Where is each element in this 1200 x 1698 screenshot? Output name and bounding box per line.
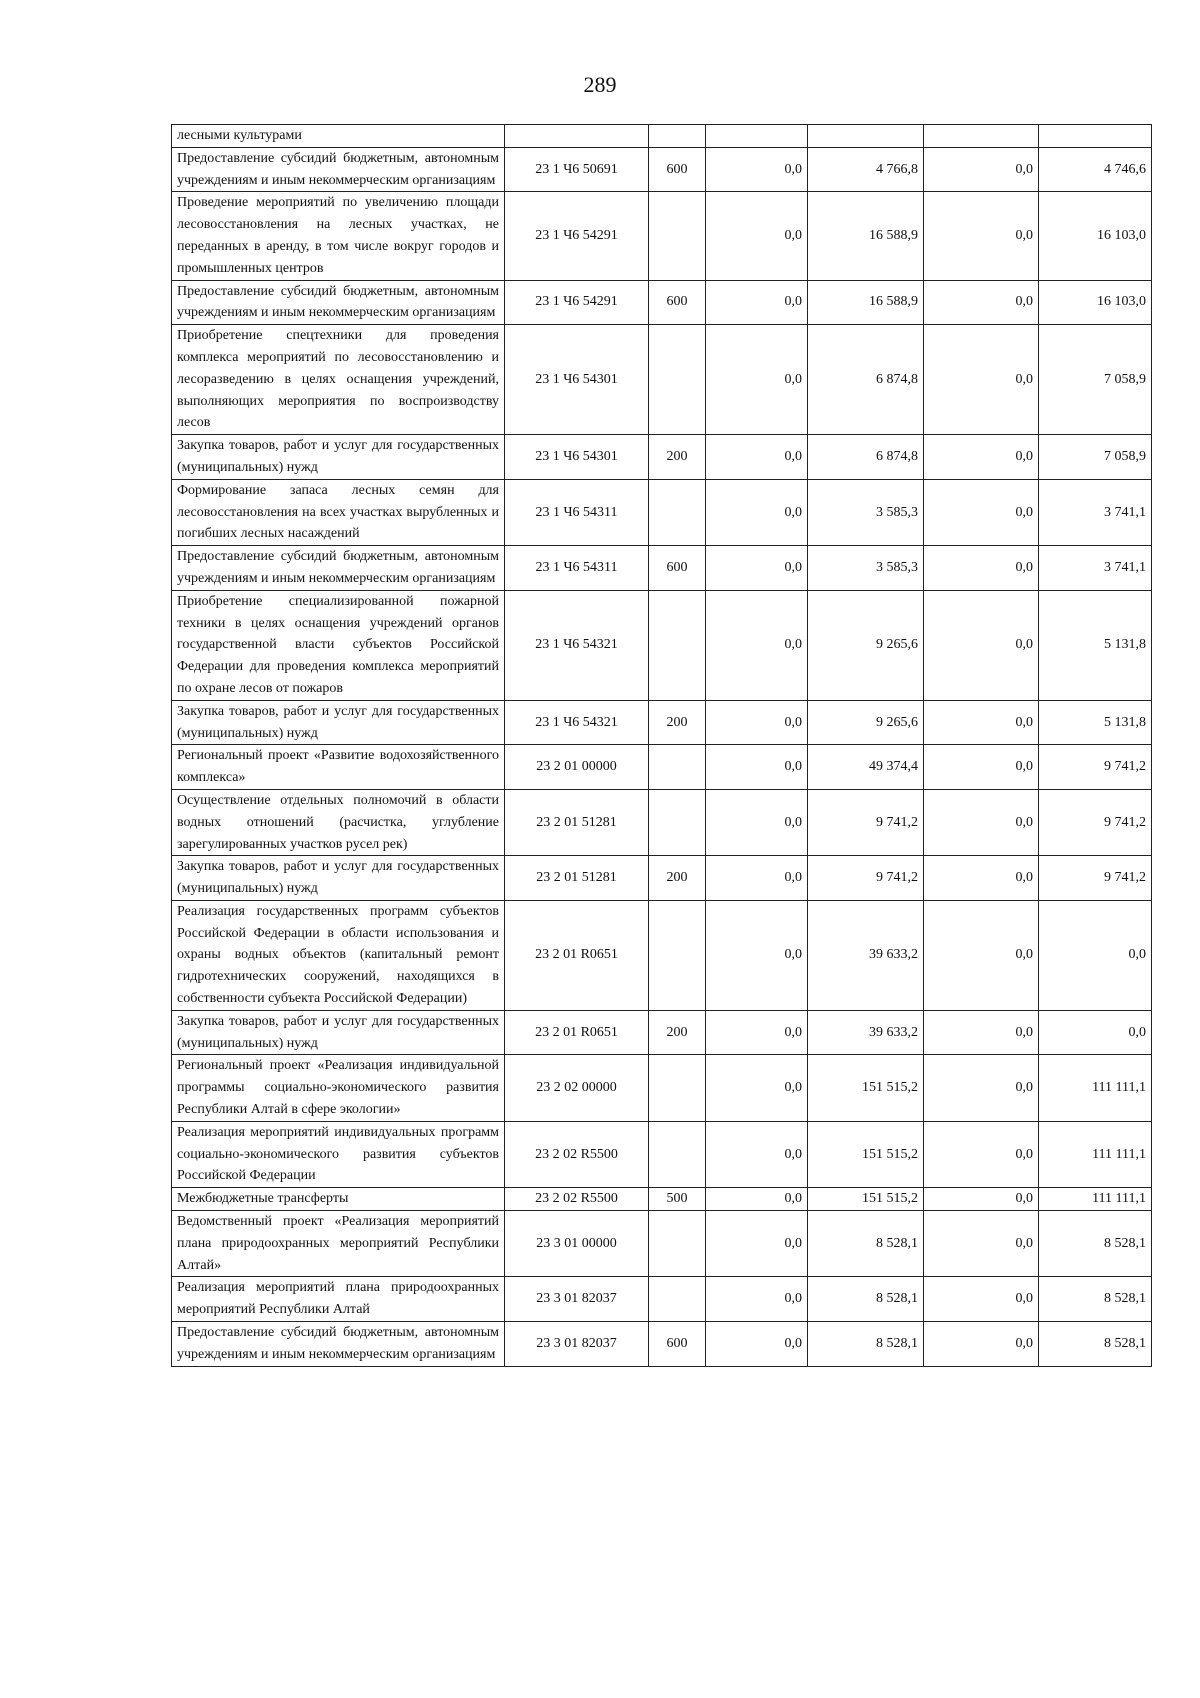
table-row: [172, 745, 1152, 790]
amount-col-4-cell: 0,0: [1039, 1010, 1152, 1055]
table-row: [172, 590, 1152, 700]
target-code-cell: 23 3 01 00000: [505, 1211, 649, 1277]
amount-col-3-cell: 0,0: [924, 789, 1039, 855]
amount-col-2-cell: 8 528,1: [808, 1277, 924, 1322]
amount-col-3-cell: 0,0: [924, 1322, 1039, 1367]
amount-col-2-cell: 9 265,6: [808, 590, 924, 700]
expense-type-cell: [649, 125, 706, 148]
amount-col-4-cell: 8 528,1: [1039, 1211, 1152, 1277]
amount-col-2-cell: 151 515,2: [808, 1055, 924, 1121]
budget-table: [171, 124, 1152, 1367]
amount-col-4-cell: 111 111,1: [1039, 1121, 1152, 1187]
amount-col-2-cell: 49 374,4: [808, 745, 924, 790]
amount-col-3-cell: 0,0: [924, 900, 1039, 1010]
target-code-cell: 23 1 Ч6 54291: [505, 192, 649, 280]
target-code-cell: 23 1 Ч6 54321: [505, 590, 649, 700]
amount-col-2-cell: 39 633,2: [808, 1010, 924, 1055]
amount-col-4-cell: 9 741,2: [1039, 789, 1152, 855]
amount-col-4-cell: 5 131,8: [1039, 590, 1152, 700]
amount-col-2-cell: 3 585,3: [808, 546, 924, 591]
table-row: [172, 325, 1152, 435]
target-code-cell: 23 2 01 R0651: [505, 900, 649, 1010]
amount-col-4-cell: 3 741,1: [1039, 479, 1152, 545]
amount-col-2-cell: 39 633,2: [808, 900, 924, 1010]
table-row: [172, 125, 1152, 148]
amount-col-4-cell: 9 741,2: [1039, 745, 1152, 790]
amount-col-2-cell: 8 528,1: [808, 1322, 924, 1367]
table-row: [172, 1188, 1152, 1211]
item-name-cell: Закупка товаров, работ и услуг для государственных (муниципальных) нужд: [172, 435, 505, 480]
amount-col-2-cell: 151 515,2: [808, 1121, 924, 1187]
amount-col-3-cell: 0,0: [924, 479, 1039, 545]
item-name-cell: Межбюджетные трансферты: [172, 1188, 505, 1211]
amount-col-3-cell: 0,0: [924, 1277, 1039, 1322]
amount-col-1-cell: 0,0: [706, 1010, 808, 1055]
table-row: [172, 147, 1152, 192]
item-name-cell: Закупка товаров, работ и услуг для государственных (муниципальных) нужд: [172, 700, 505, 745]
item-name-cell: Закупка товаров, работ и услуг для государственных (муниципальных) нужд: [172, 856, 505, 901]
amount-col-3-cell: 0,0: [924, 1188, 1039, 1211]
expense-type-cell: 600: [649, 147, 706, 192]
item-name-cell: Реализация мероприятий плана природоохранных мероприятий Республики Алтай: [172, 1277, 505, 1322]
amount-col-4-cell: 3 741,1: [1039, 546, 1152, 591]
expense-type-cell: 200: [649, 856, 706, 901]
amount-col-1-cell: 0,0: [706, 435, 808, 480]
table-row: [172, 546, 1152, 591]
amount-col-4-cell: 7 058,9: [1039, 435, 1152, 480]
amount-col-1-cell: 0,0: [706, 479, 808, 545]
amount-col-1-cell: 0,0: [706, 546, 808, 591]
amount-col-3-cell: 0,0: [924, 1211, 1039, 1277]
item-name-cell: Формирование запаса лесных семян для лесовосстановления на всех участках вырубленных и погибших лесных насаждений: [172, 479, 505, 545]
amount-col-3-cell: 0,0: [924, 745, 1039, 790]
amount-col-1-cell: 0,0: [706, 789, 808, 855]
expense-type-cell: 200: [649, 435, 706, 480]
amount-col-4-cell: 16 103,0: [1039, 192, 1152, 280]
target-code-cell: [505, 125, 649, 148]
expense-type-cell: [649, 789, 706, 855]
expense-type-cell: 600: [649, 1322, 706, 1367]
amount-col-1-cell: 0,0: [706, 1055, 808, 1121]
amount-col-4-cell: 4 746,6: [1039, 147, 1152, 192]
amount-col-3-cell: 0,0: [924, 280, 1039, 325]
item-name-cell: Региональный проект «Развитие водохозяйственного комплекса»: [172, 745, 505, 790]
table-row: [172, 1121, 1152, 1187]
expense-type-cell: [649, 192, 706, 280]
expense-type-cell: [649, 1055, 706, 1121]
item-name-cell: Осуществление отдельных полномочий в области водных отношений (расчистка, углубление зарегулированных участков русел рек): [172, 789, 505, 855]
amount-col-1-cell: 0,0: [706, 1121, 808, 1187]
expense-type-cell: [649, 1211, 706, 1277]
table-row: [172, 789, 1152, 855]
target-code-cell: 23 2 01 51281: [505, 789, 649, 855]
amount-col-2-cell: 3 585,3: [808, 479, 924, 545]
table-row: [172, 1277, 1152, 1322]
expense-type-cell: 200: [649, 1010, 706, 1055]
expense-type-cell: 200: [649, 700, 706, 745]
item-name-cell: Предоставление субсидий бюджетным, автономным учреждениям и иным некоммерческим организациям: [172, 280, 505, 325]
target-code-cell: 23 1 Ч6 54301: [505, 435, 649, 480]
target-code-cell: 23 2 01 R0651: [505, 1010, 649, 1055]
table-row: [172, 192, 1152, 280]
target-code-cell: 23 2 02 R5500: [505, 1188, 649, 1211]
amount-col-4-cell: 8 528,1: [1039, 1322, 1152, 1367]
table-row: [172, 1055, 1152, 1121]
item-name-cell: Предоставление субсидий бюджетным, автономным учреждениям и иным некоммерческим организациям: [172, 546, 505, 591]
amount-col-4-cell: 16 103,0: [1039, 280, 1152, 325]
item-name-cell: Предоставление субсидий бюджетным, автономным учреждениям и иным некоммерческим организациям: [172, 1322, 505, 1367]
target-code-cell: 23 1 Ч6 50691: [505, 147, 649, 192]
target-code-cell: 23 3 01 82037: [505, 1322, 649, 1367]
amount-col-1-cell: 0,0: [706, 900, 808, 1010]
table-row: [172, 435, 1152, 480]
amount-col-1-cell: [706, 125, 808, 148]
amount-col-1-cell: 0,0: [706, 1277, 808, 1322]
amount-col-2-cell: 9 265,6: [808, 700, 924, 745]
item-name-cell: Предоставление субсидий бюджетным, автономным учреждениям и иным некоммерческим организациям: [172, 147, 505, 192]
expense-type-cell: 500: [649, 1188, 706, 1211]
amount-col-2-cell: 16 588,9: [808, 192, 924, 280]
target-code-cell: 23 2 01 00000: [505, 745, 649, 790]
item-name-cell: Приобретение спецтехники для проведения комплекса мероприятий по лесовосстановлению и лесоразведению в целях оснащения учреждений, выполняющих мероприятия по воспроизводству лесов: [172, 325, 505, 435]
target-code-cell: 23 2 02 00000: [505, 1055, 649, 1121]
amount-col-2-cell: 6 874,8: [808, 435, 924, 480]
amount-col-4-cell: 5 131,8: [1039, 700, 1152, 745]
amount-col-4-cell: 7 058,9: [1039, 325, 1152, 435]
amount-col-1-cell: 0,0: [706, 700, 808, 745]
amount-col-2-cell: 4 766,8: [808, 147, 924, 192]
item-name-cell: Закупка товаров, работ и услуг для государственных (муниципальных) нужд: [172, 1010, 505, 1055]
amount-col-1-cell: 0,0: [706, 325, 808, 435]
item-name-cell: Реализация мероприятий индивидуальных программ социально-экономического развития субъектов Российской Федерации: [172, 1121, 505, 1187]
target-code-cell: 23 1 Ч6 54311: [505, 479, 649, 545]
amount-col-1-cell: 0,0: [706, 1211, 808, 1277]
amount-col-3-cell: 0,0: [924, 590, 1039, 700]
amount-col-4-cell: 0,0: [1039, 900, 1152, 1010]
amount-col-3-cell: 0,0: [924, 147, 1039, 192]
amount-col-4-cell: 111 111,1: [1039, 1055, 1152, 1121]
item-name-cell: Региональный проект «Реализация индивидуальной программы социально-экономического развития Республики Алтай в сфере экологии»: [172, 1055, 505, 1121]
target-code-cell: 23 1 Ч6 54291: [505, 280, 649, 325]
amount-col-1-cell: 0,0: [706, 1322, 808, 1367]
amount-col-4-cell: [1039, 125, 1152, 148]
item-name-cell: Приобретение специализированной пожарной техники в целях оснащения учреждений органов государственной власти субъектов Российской Федерации для проведения комплекса мероприятий по охране лесов от пожаров: [172, 590, 505, 700]
table-row: [172, 1322, 1152, 1367]
amount-col-2-cell: 151 515,2: [808, 1188, 924, 1211]
item-name-cell: лесными культурами: [172, 125, 505, 148]
amount-col-2-cell: [808, 125, 924, 148]
table-row: [172, 1211, 1152, 1277]
expense-type-cell: [649, 479, 706, 545]
table-row: [172, 1010, 1152, 1055]
table-row: [172, 900, 1152, 1010]
table-row: [172, 479, 1152, 545]
amount-col-1-cell: 0,0: [706, 1188, 808, 1211]
item-name-cell: Реализация государственных программ субъектов Российской Федерации в области использования и охраны водных объектов (капитальный ремонт гидротехнических сооружений, находящихся в собственности субъекта Российской Федерации): [172, 900, 505, 1010]
target-code-cell: 23 2 01 51281: [505, 856, 649, 901]
expense-type-cell: [649, 745, 706, 790]
amount-col-3-cell: [924, 125, 1039, 148]
item-name-cell: Ведомственный проект «Реализация мероприятий плана природоохранных мероприятий Республики Алтай»: [172, 1211, 505, 1277]
table-row: [172, 700, 1152, 745]
amount-col-3-cell: 0,0: [924, 325, 1039, 435]
target-code-cell: 23 3 01 82037: [505, 1277, 649, 1322]
target-code-cell: 23 1 Ч6 54311: [505, 546, 649, 591]
target-code-cell: 23 1 Ч6 54321: [505, 700, 649, 745]
amount-col-1-cell: 0,0: [706, 590, 808, 700]
amount-col-4-cell: 9 741,2: [1039, 856, 1152, 901]
amount-col-2-cell: 8 528,1: [808, 1211, 924, 1277]
amount-col-2-cell: 16 588,9: [808, 280, 924, 325]
item-name-cell: Проведение мероприятий по увеличению площади лесовосстановления на лесных участках, не переданных в аренду, в том числе вокруг городов и промышленных центров: [172, 192, 505, 280]
amount-col-1-cell: 0,0: [706, 745, 808, 790]
target-code-cell: 23 1 Ч6 54301: [505, 325, 649, 435]
amount-col-3-cell: 0,0: [924, 192, 1039, 280]
amount-col-1-cell: 0,0: [706, 147, 808, 192]
amount-col-4-cell: 8 528,1: [1039, 1277, 1152, 1322]
page-number: 289: [583, 72, 617, 97]
amount-col-3-cell: 0,0: [924, 435, 1039, 480]
amount-col-1-cell: 0,0: [706, 192, 808, 280]
expense-type-cell: 600: [649, 546, 706, 591]
amount-col-3-cell: 0,0: [924, 1121, 1039, 1187]
amount-col-3-cell: 0,0: [924, 856, 1039, 901]
amount-col-2-cell: 9 741,2: [808, 856, 924, 901]
table-row: [172, 856, 1152, 901]
expense-type-cell: [649, 900, 706, 1010]
expense-type-cell: [649, 325, 706, 435]
amount-col-3-cell: 0,0: [924, 546, 1039, 591]
amount-col-4-cell: 111 111,1: [1039, 1188, 1152, 1211]
expense-type-cell: [649, 1121, 706, 1187]
amount-col-2-cell: 6 874,8: [808, 325, 924, 435]
amount-col-1-cell: 0,0: [706, 856, 808, 901]
expense-type-cell: [649, 590, 706, 700]
amount-col-3-cell: 0,0: [924, 1010, 1039, 1055]
target-code-cell: 23 2 02 R5500: [505, 1121, 649, 1187]
table-body: [172, 125, 1152, 1367]
amount-col-1-cell: 0,0: [706, 280, 808, 325]
expense-type-cell: [649, 1277, 706, 1322]
expense-type-cell: 600: [649, 280, 706, 325]
amount-col-2-cell: 9 741,2: [808, 789, 924, 855]
amount-col-3-cell: 0,0: [924, 700, 1039, 745]
amount-col-3-cell: 0,0: [924, 1055, 1039, 1121]
table-row: [172, 280, 1152, 325]
